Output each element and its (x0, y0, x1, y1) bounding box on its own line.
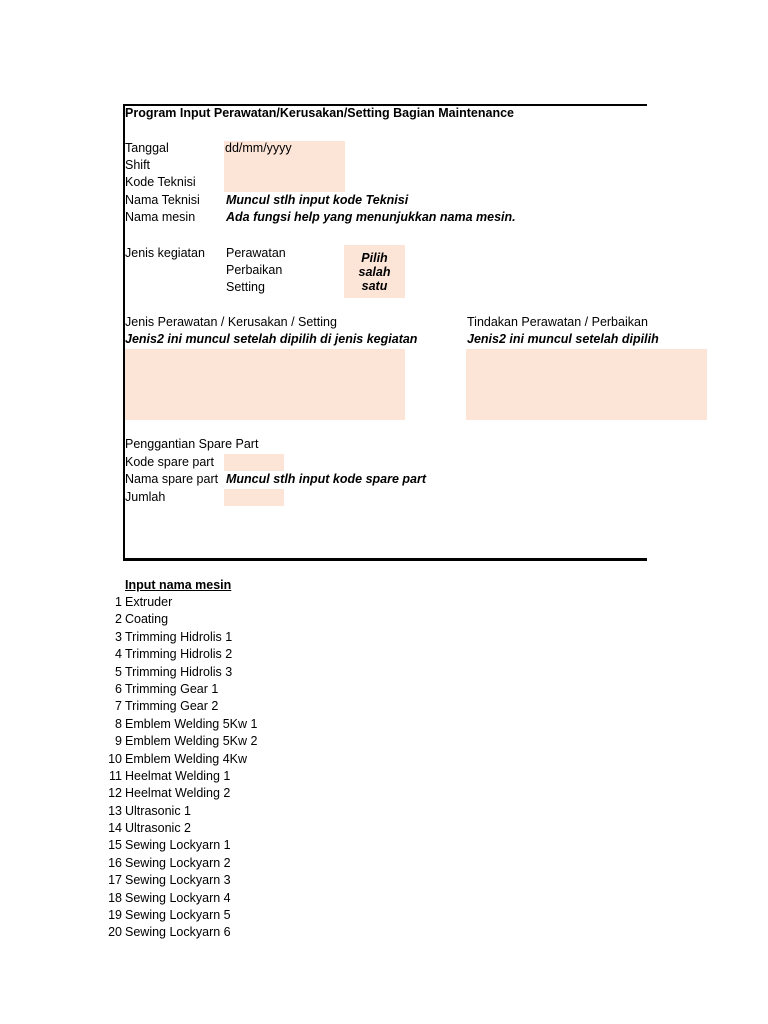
jenis-perawatan-label: Jenis Perawatan / Kerusakan / Setting (125, 315, 337, 329)
machine-list-item (100, 803, 400, 820)
machine-number: 4 (115, 647, 122, 662)
machine-number: 16 (108, 855, 122, 870)
nama-spare-part-note: Muncul stlh input kode spare part (226, 472, 427, 486)
machine-name: Sewing Lockyarn 4 (125, 890, 231, 905)
machine-name: Sewing Lockyarn 5 (125, 908, 231, 923)
jenis-perawatan-input-area[interactable] (125, 349, 405, 420)
machine-name: Extruder (125, 595, 173, 609)
machine-number: 15 (108, 838, 122, 853)
machine-list-item (100, 698, 400, 715)
machine-name: Emblem Welding 4Kw (125, 751, 248, 766)
machine-name: Sewing Lockyarn 6 (125, 925, 231, 940)
tindakan-note: Jenis2 ini muncul setelah dipilih (467, 332, 659, 346)
kode-spare-part-input[interactable] (224, 454, 284, 471)
nama-mesin-label: Nama mesin (125, 210, 196, 224)
machine-number: 2 (115, 612, 122, 627)
machine-name: Heelmat Welding 1 (125, 768, 231, 783)
machine-number: 8 (115, 716, 122, 731)
machine-list-item (100, 855, 400, 872)
machine-list-item (100, 611, 400, 628)
machine-name: Sewing Lockyarn 3 (125, 873, 231, 888)
machine-name: Trimming Hidrolis 1 (125, 629, 233, 644)
jenis-kegiatan-label: Jenis kegiatan (125, 246, 205, 260)
machine-list-item (100, 837, 400, 854)
machine-list-item (100, 890, 400, 907)
machine-list-item (100, 716, 400, 733)
jenis-perawatan-note: Jenis2 ini muncul setelah dipilih di jenis kegiatan (125, 332, 418, 346)
machine-list-item (100, 594, 400, 611)
machine-name: Sewing Lockyarn 2 (125, 855, 231, 870)
pilih-salah-satu-box[interactable] (344, 245, 405, 298)
machine-list-item (100, 785, 400, 802)
machine-name: Trimming Gear 1 (125, 681, 219, 696)
nama-mesin-note: Ada fungsi help yang menunjukkan nama mesin. (226, 210, 516, 224)
jumlah-input[interactable] (224, 489, 284, 506)
form-frame-bottom-border (123, 558, 647, 561)
machine-list-item (100, 907, 400, 924)
machine-list-item (100, 924, 400, 941)
nama-teknisi-note: Muncul stlh input kode Teknisi (226, 193, 409, 207)
machine-name: Emblem Welding 5Kw 1 (125, 716, 258, 731)
kode-teknisi-label: Kode Teknisi (125, 175, 196, 189)
machine-list-item (100, 629, 400, 646)
machine-number: 1 (115, 595, 122, 609)
machine-number: 7 (115, 699, 122, 714)
machine-list-item (100, 768, 400, 785)
machine-name: Ultrasonic 2 (125, 821, 191, 836)
machine-number: 13 (108, 803, 122, 818)
machine-number: 14 (108, 821, 122, 836)
machine-name: Trimming Hidrolis 2 (125, 647, 233, 662)
machine-number: 17 (108, 873, 122, 888)
pilih-salah-satu-note: Pilih salah satu (358, 250, 391, 293)
machine-number: 6 (115, 681, 122, 696)
machine-number: 11 (109, 768, 122, 783)
jumlah-label: Jumlah (125, 490, 166, 504)
machine-list-item (100, 664, 400, 681)
machine-name: Trimming Gear 2 (125, 699, 219, 714)
machine-number: 9 (115, 734, 122, 749)
machine-number: 20 (108, 925, 122, 940)
machine-name: Heelmat Welding 2 (125, 786, 231, 801)
machine-name: Emblem Welding 5Kw 2 (125, 734, 258, 749)
tanggal-input[interactable]: dd/mm/yyyy (225, 141, 292, 155)
nama-teknisi-label: Nama Teknisi (125, 193, 200, 207)
kegiatan-option-perawatan[interactable]: Perawatan (226, 246, 286, 260)
tindakan-input-area[interactable] (466, 349, 707, 420)
kegiatan-option-perbaikan[interactable]: Perbaikan (226, 263, 283, 277)
machine-list (100, 594, 400, 942)
machine-list-item (100, 733, 400, 750)
machine-number: 10 (108, 751, 122, 766)
machine-number: 19 (108, 908, 122, 923)
machine-name: Ultrasonic 1 (125, 803, 191, 818)
machine-name: Sewing Lockyarn 1 (125, 838, 231, 853)
kegiatan-option-setting[interactable]: Setting (226, 280, 265, 294)
machine-list-item (100, 820, 400, 837)
machine-list-item (100, 872, 400, 889)
tanggal-label: Tanggal (125, 141, 169, 155)
machine-number: 18 (108, 890, 122, 905)
machine-name: Trimming Hidrolis 3 (125, 664, 233, 679)
kode-spare-part-label: Kode spare part (125, 455, 214, 469)
machine-list-item (100, 681, 400, 698)
machine-number: 5 (115, 664, 122, 679)
tindakan-label: Tindakan Perawatan / Perbaikan (467, 315, 648, 329)
machine-number: 12 (108, 786, 122, 801)
machine-name: Coating (125, 612, 169, 627)
machine-list-header: Input nama mesin (125, 578, 232, 592)
spare-part-header: Penggantian Spare Part (125, 437, 259, 451)
shift-label: Shift (125, 158, 151, 172)
machine-list-item (100, 751, 400, 768)
machine-list-item (100, 646, 400, 663)
form-title: Program Input Perawatan/Kerusakan/Setting Bagian Maintenance (125, 106, 514, 120)
machine-number: 3 (115, 629, 122, 644)
nama-spare-part-label: Nama spare part (125, 472, 219, 486)
